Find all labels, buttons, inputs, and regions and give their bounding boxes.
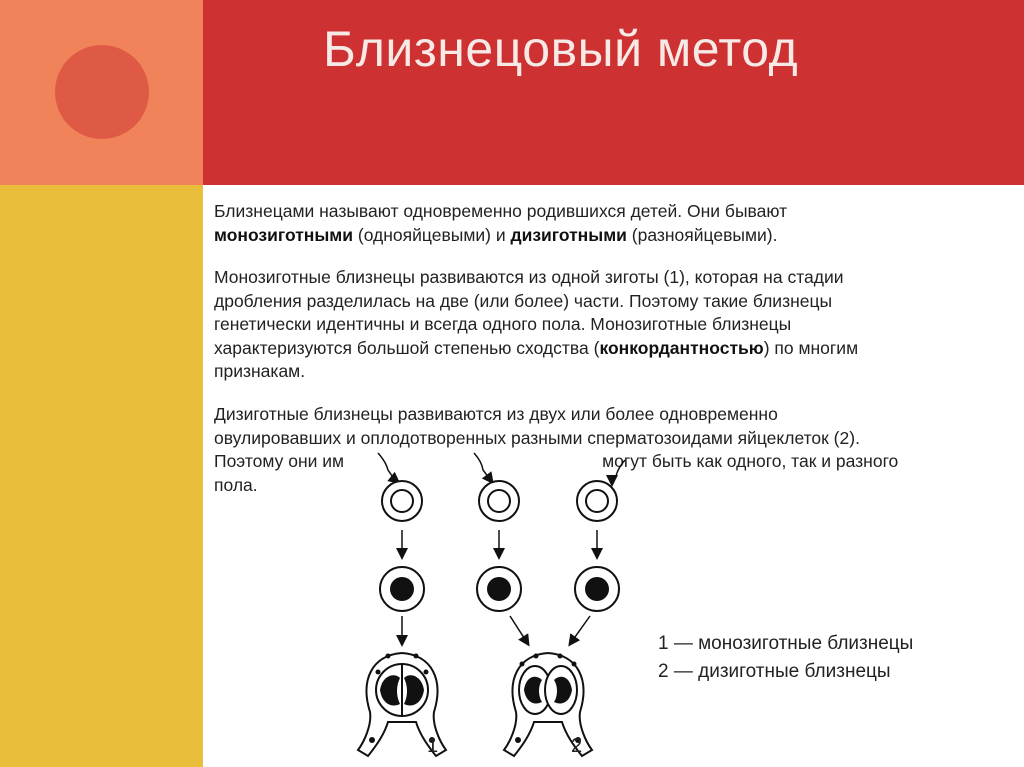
mono-line-4-end: ) по многим [763, 337, 859, 358]
concordance-term: конкордантностью [599, 337, 764, 358]
zygote-icon [477, 567, 521, 611]
zygote-icon [380, 567, 424, 611]
legend-dizygotic: 2 — дизиготные близнецы [658, 661, 891, 682]
decorative-circle [55, 45, 149, 139]
legend-monozygotic: 1 — монозиготные близнецы [658, 633, 914, 654]
twins-diagram [350, 450, 630, 767]
egg-cell-icon [577, 481, 617, 521]
monozygotic-gloss: (однояйцевыми) и [353, 224, 511, 245]
di-line-3-end: могут быть как одного, так и разного [602, 451, 899, 471]
sperm-tail-2 [474, 453, 492, 482]
sperm-tail-1 [378, 453, 398, 482]
di-line-4: пола. [214, 474, 258, 495]
egg-cell-icon [382, 481, 422, 521]
arrow-icon [570, 616, 590, 644]
decorative-corner [0, 0, 203, 185]
dizygotic-gloss: (разнояйцевыми). [626, 224, 778, 245]
monozygotic-term: монозиготными [214, 224, 353, 245]
egg-cell-icon [479, 481, 519, 521]
mono-line-3: генетически идентичны и всегда одного пола. Монозиготные близнецы [214, 314, 792, 334]
figure-label-2: 2 [571, 735, 583, 757]
dizygotic-term: дизиготными [510, 224, 627, 245]
di-line-3-start: Поэтому они им [214, 451, 345, 471]
intro-paragraph [214, 200, 934, 247]
zygote-icon [575, 567, 619, 611]
intro-line-1: Близнецами называют одновременно родившихся детей. Они бывают [214, 201, 788, 221]
arrow-icon [510, 616, 528, 644]
di-line-1: Дизиготные близнецы развиваются из двух или более одновременно [214, 404, 778, 424]
mono-line-1: Монозиготные близнецы развиваются из одной зиготы (1), которая на стадии [214, 267, 844, 287]
sperm-tail-3 [612, 460, 625, 484]
mono-line-4-start: характеризуются большой степенью сходства ( [214, 337, 600, 358]
monozygotic-paragraph [214, 266, 974, 384]
mono-line-5: признакам. [214, 361, 306, 381]
slide-title: Близнецовый метод [323, 21, 799, 77]
decorative-left-band [0, 185, 203, 767]
figure-label-1: 1 [427, 735, 439, 757]
mono-line-2: дробления разделилась на две (или более) части. Поэтому такие близнецы [214, 290, 833, 311]
di-line-2: овулировавших и оплодотворенных разными сперматозоидами яйцеклеток (2). [214, 427, 860, 448]
